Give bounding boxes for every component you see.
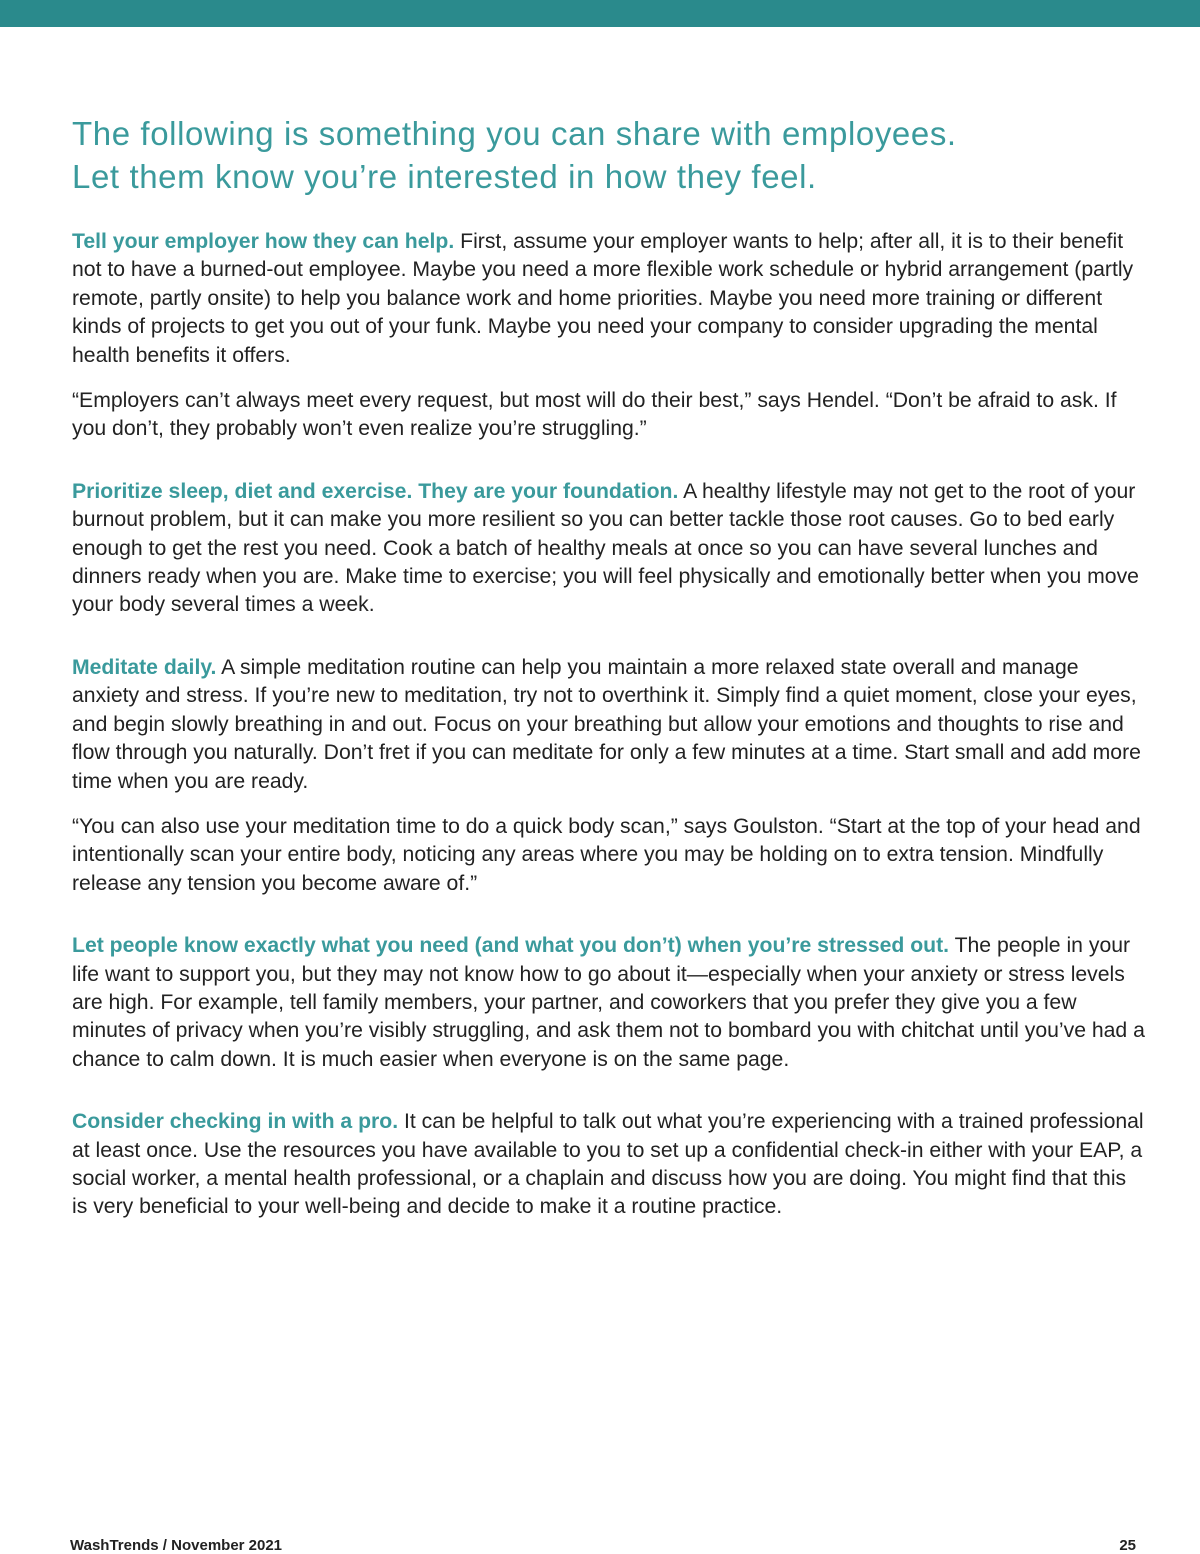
section-lead: Tell your employer how they can help. bbox=[72, 230, 455, 253]
section-sleep-diet-exercise bbox=[72, 478, 1147, 620]
section-check-in-pro bbox=[72, 1108, 1147, 1222]
section-text: The people in your life want to support you, but they may not know how to go about it—especially when your anxiety or stress levels are high. For example, tell family members, your partner, and coworkers that you prefer they give you a few minutes of privacy when you’re visibly struggling, and ask them not to bombard you with chitchat until you’ve had a chance to calm down. It is much easier when everyone is on the same page. bbox=[72, 934, 1145, 1071]
quote-text: “Employers can’t always meet every request, but most will do their best,” says Hendel. “Don’t be afraid to ask. If you don’t, they probably won’t even realize you’re struggling.” bbox=[72, 389, 1117, 441]
quote-hendel bbox=[72, 387, 1147, 444]
page-headline bbox=[72, 112, 1152, 198]
section-lead: Prioritize sleep, diet and exercise. They are your foundation. bbox=[72, 479, 679, 503]
section-lead: Let people know exactly what you need (and what you don’t) when you’re stressed out. bbox=[72, 934, 950, 958]
section-lead: Consider checking in with a pro. bbox=[72, 1110, 399, 1134]
article-body bbox=[72, 228, 1147, 1222]
footer-page-number: 25 bbox=[1119, 1537, 1136, 1554]
footer-publication: WashTrends / November 2021 bbox=[70, 1537, 283, 1554]
section-text: A simple meditation routine can help you maintain a more relaxed state overall and manage anxiety and stress. If you’re new to meditation, try not to overthink it. Simply find a quiet moment, close your eyes, and begin slowly breathing in and out. Focus on your breathing but allow your emotions and thoughts to rise and flow through you naturally. Don’t fret if you can meditate for only a few minutes at a time. Start small and add more time when you are ready. bbox=[72, 655, 1141, 793]
top-accent-bar bbox=[0, 0, 1200, 27]
quote-goulston bbox=[72, 813, 1147, 898]
quote-text: “You can also use your meditation time to do a quick body scan,” says Goulston. “Start at the top of your head and intentionally scan your entire body, noticing any areas where you may be holding on to extra tension. Mindfully release any tension you become aware of.” bbox=[72, 814, 1141, 895]
section-text: A healthy lifestyle may not get to the root of your burnout problem, but it can make you more resilient so you can better tackle those root causes. Go to bed early enough to get the rest you need. Cook a batch of healthy meals at once so you can have several lunches and dinners ready when you are. Make time to exercise; you will feel physically and emotionally better when you move your body several times a week. bbox=[72, 479, 1139, 617]
headline-line-1: The following is something you can share with employees. bbox=[72, 115, 957, 152]
section-text: First, assume your employer wants to help; after all, it is to their benefit not to have a burned-out employee. Maybe you need a more flexible work schedule or hybrid arrangement (partly remote, partly onsite) to help you balance work and home priorities. Maybe you need more training or different kinds of projects to get you out of your funk. Maybe you need your company to consider upgrading the mental health benefits it offers. bbox=[72, 230, 1134, 367]
section-meditate-daily bbox=[72, 654, 1147, 796]
section-employer-help bbox=[72, 228, 1147, 370]
section-text: It can be helpful to talk out what you’re experiencing with a trained professional at least once. Use the resources you have available to you to set up a confidential check-in either with your EAP, a social worker, a mental health professional, or a chaplain and discuss how you are doing. You might find that this is very beneficial to your well-being and decide to make it a routine practice. bbox=[72, 1110, 1144, 1219]
section-lead: Meditate daily. bbox=[72, 655, 217, 679]
section-let-people-know bbox=[72, 932, 1147, 1074]
headline-line-2: Let them know you’re interested in how they feel. bbox=[72, 158, 817, 195]
